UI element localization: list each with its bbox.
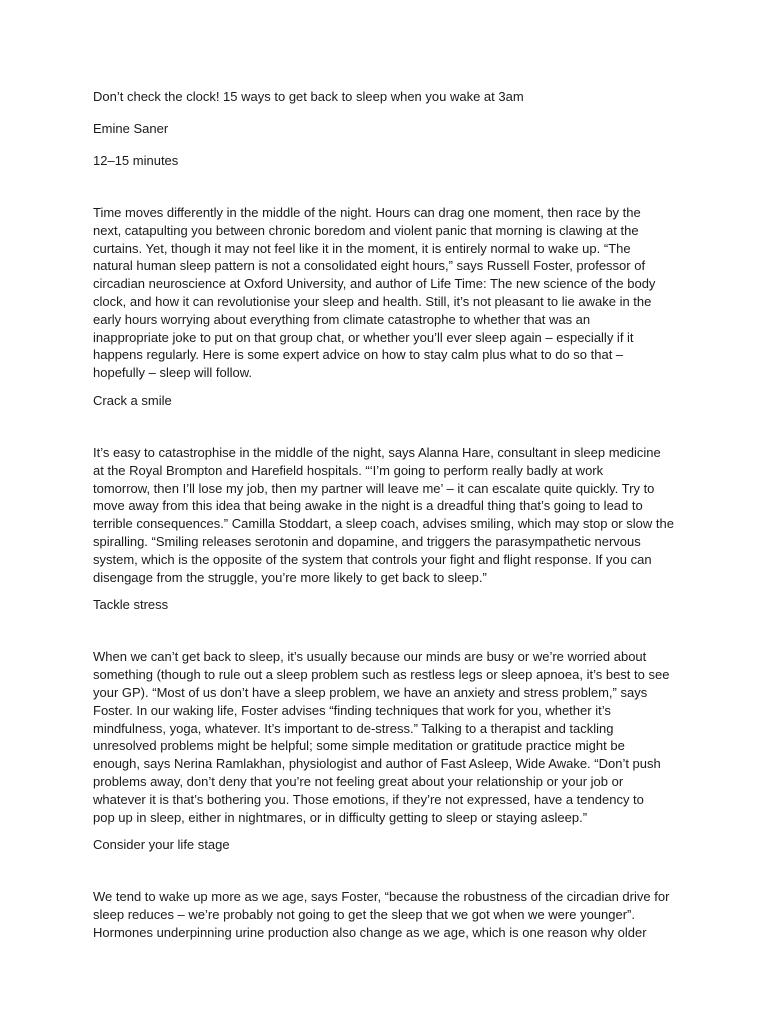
paragraph-line: We tend to wake up more as we age, says Foster, “because the robustness of the circadian drive for bbox=[93, 889, 670, 905]
paragraph-line: circadian neuroscience at Oxford University, and author of Life Time: The new science of the body bbox=[93, 276, 656, 292]
paragraph-line: tomorrow, then I’ll lose my job, then my partner will leave me’ – it can escalate quite quickly. Try to bbox=[93, 480, 655, 496]
section-heading: Tackle stress bbox=[93, 597, 169, 613]
section-heading: Crack a smile bbox=[93, 392, 172, 408]
paragraph-line: early hours worrying about everything from climate catastrophe to whether that was an bbox=[93, 311, 591, 327]
section-heading: Consider your life stage bbox=[93, 837, 230, 853]
paragraph-line: sleep reduces – we’re probably not going to get the sleep that we got when we were younger”. bbox=[93, 907, 636, 923]
body-paragraph bbox=[93, 648, 678, 826]
body-paragraph bbox=[93, 888, 678, 941]
paragraph-line: clock, and how it can revolutionise your sleep and health. Still, it’s not pleasant to lie awake in the bbox=[93, 293, 652, 309]
paragraph-line: When we can’t get back to sleep, it’s usually because our minds are busy or we’re worried about bbox=[93, 649, 647, 665]
paragraph-line: curtains. Yet, though it may not feel like it in the moment, it is entirely normal to wake up. “The bbox=[93, 240, 631, 256]
paragraph-line: unresolved problems might be helpful; some simple meditation or gratitude practice might be bbox=[93, 738, 625, 754]
paragraph-line: inappropriate joke to put on that group chat, or whether you’ll ever sleep again – especially if it bbox=[93, 329, 634, 345]
paragraph-line: hopefully – sleep will follow. bbox=[93, 365, 252, 381]
article-author: Emine Saner bbox=[93, 121, 169, 136]
paragraph-line: happens regularly. Here is some expert advice on how to stay calm plus what to do so that – bbox=[93, 347, 624, 363]
paragraph-line: whatever it is that’s bothering you. Those emotions, if they’re not expressed, have a tendency to bbox=[93, 791, 644, 807]
paragraph-line: pop up in sleep, either in nightmares, or in difficulty getting to sleep or staying asleep.” bbox=[93, 809, 588, 825]
paragraph-line: at the Royal Brompton and Harefield hospitals. “‘I’m going to perform really badly at work bbox=[93, 462, 604, 478]
paragraph-line: spiralling. “Smiling releases serotonin and dopamine, and triggers the parasympathetic nervous bbox=[93, 533, 641, 549]
paragraph-line: problems away, don’t deny that you’re not feeling great about your relationship or your job or bbox=[93, 773, 624, 789]
paragraph-line: enough, says Nerina Ramlakhan, physiologist and author of Fast Asleep, Wide Awake. “Don’t push bbox=[93, 756, 661, 772]
paragraph-line: Foster. In our waking life, Foster advises “finding techniques that work for you, whether it’s bbox=[93, 702, 611, 718]
article-sections bbox=[93, 204, 678, 942]
paragraph-line: natural human sleep pattern is not a consolidated eight hours,” says Russell Foster, professor of bbox=[93, 258, 646, 274]
paragraph-line: mindfulness, yoga, whatever. It’s important to de-stress.” Talking to a therapist and tackling bbox=[93, 720, 614, 736]
paragraph-line: something (though to rule out a sleep problem such as restless legs or sleep apnoea, it’s best to see bbox=[93, 667, 670, 683]
body-paragraph bbox=[93, 444, 678, 586]
paragraph-line: system, which is the opposite of the system that controls your fight and flight response. If you can bbox=[93, 551, 652, 567]
paragraph-line: disengage from the struggle, you’re more likely to get back to sleep.” bbox=[93, 569, 487, 585]
article-read-time: 12–15 minutes bbox=[93, 153, 179, 168]
paragraph-line: It’s easy to catastrophise in the middle of the night, says Alanna Hare, consultant in sleep medicine bbox=[93, 444, 661, 460]
paragraph-line: next, catapulting you between chronic boredom and violent panic that morning is clawing at the bbox=[93, 222, 639, 238]
body-paragraph bbox=[93, 204, 678, 382]
paragraph-line: Hormones underpinning urine production also change as we age, which is one reason why older bbox=[93, 924, 647, 940]
paragraph-line: your GP). “Most of us don’t have a sleep problem, we have an anxiety and stress problem,” says bbox=[93, 684, 648, 700]
paragraph-line: Time moves differently in the middle of the night. Hours can drag one moment, then race by the bbox=[93, 205, 641, 220]
document-body bbox=[93, 88, 678, 952]
paragraph-line: move away from this idea that being awake in the night is a dreadful thing that’s going to lead to bbox=[93, 498, 643, 514]
paragraph-line: terrible consequences.” Camilla Stoddart, a sleep coach, advises smiling, which may stop or slow the bbox=[93, 516, 674, 532]
article-title: Don’t check the clock! 15 ways to get back to sleep when you wake at 3am bbox=[93, 89, 524, 104]
